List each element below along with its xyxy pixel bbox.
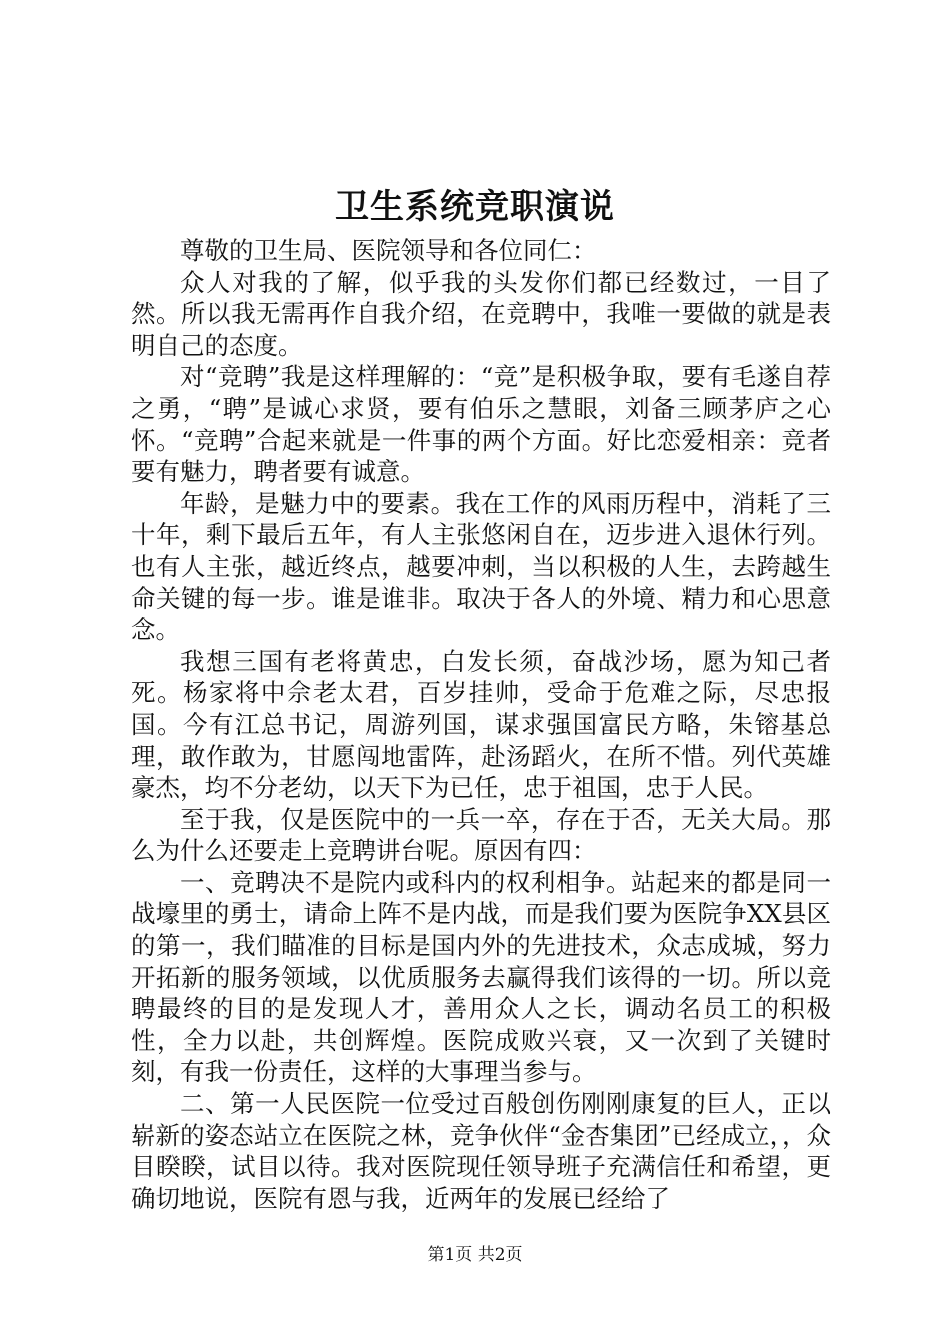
body-paragraph: 一、竞聘决不是院内或科内的权利相争。站起来的都是同一战壕里的勇士，请命上阵不是内战，而是我们要为医院争XX县区的第一，我们瞄准的目标是国内外的先进技术，众志成城，努力开拓新的服务领域，以优质服务去赢得我们该得的一切。所以竞聘最终的目的是发现人才，善用众人之长，调动名员工的积极性，全力以赴，共创辉煌。医院成败兴衰，又一次到了关键时刻，有我一份责任，这样的大事理当参与。	[131, 867, 831, 1087]
body-paragraph: 对“竞聘”我是这样理解的：“竞”是积极争取，要有毛遂自荐之勇，“聘”是诚心求贤，要有伯乐之慧眼，刘备三顾茅庐之心怀。“竞聘”合起来就是一件事的两个方面。好比恋爱相亲：竞者要有魅力，聘者要有诚意。	[131, 362, 831, 487]
body-paragraph: 二、第一人民医院一位受过百般创伤刚刚康复的巨人，正以崭新的姿态站立在医院之林，竞争伙伴“金杏集团”已经成立，，众目睽睽，试目以待。我对医院现任领导班子充满信任和希望，更确切地说，医院有恩与我，近两年的发展已经给了	[131, 1089, 831, 1213]
body-paragraph: 我想三国有老将黄忠，白发长须，奋战沙场，愿为知己者死。杨家将中佘老太君，百岁挂帅，受命于危难之际，尽忠报国。今有江总书记，周游列国，谋求强国富民方略，朱镕基总理，敢作敢为，甘愿闯地雷阵，赴汤蹈火，在所不惜。列代英雄豪杰，均不分老幼，以天下为已任，忠于祖国，忠于人民。	[131, 646, 831, 803]
body-paragraph: 年龄，是魅力中的要素。我在工作的风雨历程中，消耗了三十年，剩下最后五年，有人主张悠闲自在，迈步进入退休行列。也有人主张，越近终点，越要冲刺，当以积极的人生，去跨越生命关键的每一步。谁是谁非。取决于各人的外境、精力和心思意念。	[131, 488, 831, 645]
body-paragraph: 至于我，仅是医院中的一兵一卒，存在于否，无关大局。那么为什么还要走上竞聘讲台呢。原因有四：	[131, 804, 831, 866]
page-number-footer: 第1页 共2页	[427, 1245, 523, 1265]
salutation-paragraph: 尊敬的卫生局、医院领导和各位同仁：	[180, 236, 597, 265]
body-paragraph: 众人对我的了解，似乎我的头发你们都已经数过，一目了然。所以我无需再作自我介绍，在竞聘中，我唯一要做的就是表明自己的态度。	[131, 267, 831, 360]
document-body	[131, 235, 831, 1214]
document-title: 卫生系统竞职演说	[335, 187, 615, 227]
